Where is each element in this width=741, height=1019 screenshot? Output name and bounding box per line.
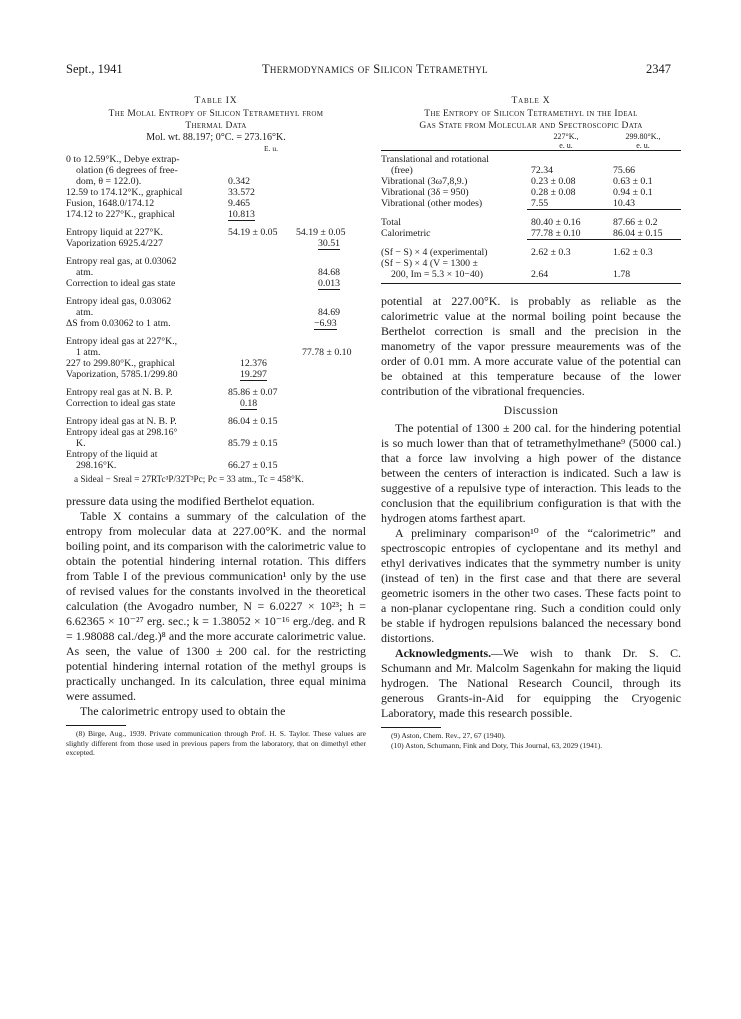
row-label: 227 to 299.80°K., graphical [66,358,175,369]
ack-text: —We wish to thank Dr. S. C. Schumann and Mr. Malcolm Sagenkahn for making the liquid hydrogen. The National Research Council, through its generous Grants-in-Aid for equipping the Cryogenic Laboratory, made this research possible. [381,646,681,720]
value-c2: 1.78 [613,269,631,280]
value-c1: 66.27 ± 0.15 [228,460,278,471]
row-label: Entropy of the liquid at 298.16°K. [66,449,158,471]
paragraph: A preliminary comparison¹⁰ of the “calorimetric” and spectroscopic entropies of cyclopentane and its methyl and ethyl derivatives indicates that the symmetry number is unity (instead of ten) in the first case and that there are several geometric isomers in the other two cases. These facts point to a non-planar cyclopentane ring. Such a condition could only be stable if hydrogen repulsions balanced the necessary bond distortions. [381,526,681,645]
value-c1 [228,249,296,278]
row-label: 12.59 to 174.12°K., graphical [66,187,183,198]
footnote-rule [381,727,441,728]
footnote-10: (10) Aston, Schumann, Fink and Doty, This Journal, 63, 2029 (1941). [391,740,603,750]
value-c1: 72.34 [531,165,554,176]
table10-title-line1: The Entropy of Silicon Tetramethyl in the Ideal [424,109,638,119]
row-label: (Sf − S) × 4 (V = 1300 ± 200, Im = 5.3 × 10−40) [381,258,483,280]
table9-caption: Table IX [194,96,238,106]
table-row [66,198,366,209]
running-header-date: Sept., 1941 [66,62,123,76]
table-row [66,220,366,238]
value-c1 [228,238,296,249]
table-row [66,154,366,187]
table-row [66,278,366,289]
right-column [381,96,681,750]
value-c2 [296,369,366,380]
value-c2 [296,198,366,209]
value-c1 [228,289,296,318]
value-c2 [296,409,366,427]
table-header [381,132,681,151]
page-number: 2347 [646,62,671,76]
value-c2 [296,398,366,409]
value-c2 [296,187,366,198]
row-label: Correction to ideal gas state [66,398,176,409]
table9-footnote: a Sideal − Sreal = 27RTc³P/32T³Pc; Pc = 33 atm., Tc = 458°K. [74,474,304,484]
row-label: Translational and rotational (free) [381,154,489,176]
value-c1: 7.55 [527,198,605,210]
row-label: Calorimetric [381,228,431,239]
value-c2: 84.68 [318,267,341,278]
value-c2: 1.62 ± 0.3 [613,247,653,258]
value-c1: 2.62 ± 0.3 [531,247,571,258]
table-row [66,238,366,249]
value-c2: 77.78 ± 0.10 [302,347,352,358]
footnote-rule [66,725,126,726]
left-column [66,96,366,758]
value-c2: 86.04 ± 0.15 [605,228,681,240]
table10-caption: Table X [511,96,551,106]
table-row [381,258,681,284]
table9-grid [66,154,366,471]
value-c2: 54.19 ± 0.05 [296,227,346,238]
table-row [66,329,366,358]
value-c2 [296,380,366,398]
row-label: Vibrational (3ω7,8,9.) [381,176,468,187]
row-label: (Sf − S) × 4 (experimental) [381,246,488,258]
table-row [66,449,366,471]
right-body [381,294,681,721]
value-c1: 0.23 ± 0.08 [531,176,576,187]
row-label: Total [381,216,401,228]
value-c1: 9.465 [228,198,251,209]
row-label: Entropy ideal gas at 298.16° K. [66,427,178,449]
section-heading-discussion: Discussion [503,405,559,417]
table10-title-line2: Gas State from Molecular and Spectroscopic Data [419,121,643,131]
table-row [66,427,366,449]
paragraph: pressure data using the modified Berthelot equation. [66,494,315,508]
table-row [381,240,681,259]
value-c2: 0.94 ± 0.1 [613,187,653,198]
paragraph: The potential of 1300 ± 200 cal. for the hindering potential is so much lower than that of tetramethylmethane⁹ (5000 cal.) that a force law involving a high power of the distance between the centers of interaction is indicated. Such a law is suggestive of a repulsive type of interaction. This leads to the conclusion that the equilibrium configuration is that with the hydrogen atoms farthest apart. [381,421,681,525]
ack-heading: Acknowledgments. [395,646,492,660]
value-c1: 0.28 ± 0.08 [531,187,576,198]
table-row [381,187,681,198]
value-c2 [296,358,366,369]
value-c1 [228,329,296,358]
row-label: Correction to ideal gas state [66,278,176,289]
table9-title-line1: The Molal Entropy of Silicon Tetramethyl from [108,109,324,119]
value-c1: 10.813 [228,209,255,220]
value-c2: 84.69 [318,307,341,318]
row-label: Entropy real gas at N. B. P. [66,387,173,398]
row-label: Entropy liquid at 227°K. [66,227,163,238]
table-row [66,187,366,198]
row-label: Vaporization, 5785.1/299.80 [66,369,178,380]
value-c2: −6.93 [314,318,337,329]
row-label: Entropy real gas, at 0.03062 atm. [66,256,177,278]
value-c2: 87.66 ± 0.2 [613,217,658,228]
table-row [66,358,366,369]
value-c1: 85.79 ± 0.15 [228,438,278,449]
row-label: Entropy ideal gas, 0.03062 atm. [66,296,172,318]
table-row [66,318,366,329]
value-c1: 0.342 [228,176,251,187]
row-label: ΔS from 0.03062 to 1 atm. [66,318,171,329]
value-c2: 30.51 [318,238,341,249]
value-c1: 54.19 ± 0.05 [228,227,278,238]
table-row [66,249,366,278]
left-body [66,494,366,719]
value-c1: 19.297 [240,369,267,380]
table-row [66,398,366,409]
value-c2 [296,154,366,187]
row-label: Vaporization 6925.4/227 [66,238,163,249]
row-label: Vibrational (other modes) [381,198,483,209]
table10-grid [381,132,681,284]
value-c2: 10.43 [605,198,681,210]
table9-unit: E. u. [264,144,278,153]
row-label: Entropy ideal gas at 227°K., 1 atm. [66,336,178,358]
table-row [381,228,681,240]
running-header-title: Thermodynamics of Silicon Tetramethyl [262,62,488,76]
table-row [381,176,681,187]
value-c1: 0.18 [240,398,258,409]
table9-subtitle: Mol. wt. 88.197; 0°C. = 273.16°K. [146,132,286,143]
value-c2: 75.66 [613,165,636,176]
value-c1: 85.86 ± 0.07 [228,387,278,398]
value-c1: 2.64 [531,269,549,280]
table9 [66,96,366,485]
table-row [381,210,681,229]
row-label: Vibrational (3δ = 950) [381,187,469,198]
row-label: 174.12 to 227°K., graphical [66,209,175,220]
table-row [381,198,681,210]
col-head-227: 227°K., e. u. [553,132,579,150]
table-row [381,151,681,177]
value-c2 [296,449,366,471]
col-head-299: 299.80°K., e. u. [625,132,661,150]
footnote-9: (9) Aston, Chem. Rev., 27, 67 (1940). [391,731,506,740]
value-c1: 80.40 ± 0.16 [531,217,581,228]
paragraph: potential at 227.00°K. is probably as reliable as the calorimetric value at the normal boiling point because the Berthelot correction is small and the precision in the manometry of the vapor pressure meaurements was of the order of 0.01 mm. A more accurate value of the potential can be obtained at this temperature because of the lower contribution of the vibrational frequencies. [381,294,681,398]
table10 [381,96,681,284]
value-c1 [228,278,296,289]
value-c2: 0.013 [318,278,341,289]
value-c1 [228,318,296,329]
table-row [66,409,366,427]
row-label: Entropy ideal gas at N. B. P. [66,416,177,427]
table-row [66,380,366,398]
value-c1: 12.376 [240,358,267,369]
value-c2 [296,209,366,220]
table-row [66,369,366,380]
value-c2 [296,427,366,449]
row-label: Fusion, 1648.0/174.12 [66,198,155,209]
value-c1: 77.78 ± 0.10 [527,228,605,240]
footnote-8: (8) Birge, Aug., 1939. Private communication through Prof. H. S. Taylor. These values are slightly different from those used in previous papers from the laboratory, that on dimethyl ether excepted. [66,729,366,757]
table9-title-line2: Thermal Data [185,121,247,131]
paragraph: The calorimetric entropy used to obtain the [80,704,286,718]
table-row [66,289,366,318]
value-c1: 86.04 ± 0.15 [228,416,278,427]
table-row [66,209,366,220]
row-label: 0 to 12.59°K., Debye extrap- olation (6 degrees of free- dom, θ = 122.0). [66,154,180,187]
paragraph-acknowledgments [381,646,681,721]
paragraph: Table X contains a summary of the calculation of the entropy from molecular data at 227.00°K. and the normal boiling point, and its comparison with the calorimetric value to obtain the potential hindering internal rotation. This differs from Table I of the previous communication¹ only by the use of revised values for the constants involved in the theoretical calculation (the Avogadro number, N = 6.0227 × 10²³; h = 6.62365 × 10⁻²⁷ erg. sec.; k = 1.38052 × 10⁻¹⁶ erg./deg. and R = 1.98088 cal./deg.)⁸ and the more accurate calorimetric value. As seen, the value of 1300 ± 200 cal. for the restricting potential hindering internal rotation of the methyl groups is practically unchanged. In its calculation, three equal minima were assumed. [66,509,366,703]
value-c2: 0.63 ± 0.1 [613,176,653,187]
value-c1: 33.572 [228,187,255,198]
